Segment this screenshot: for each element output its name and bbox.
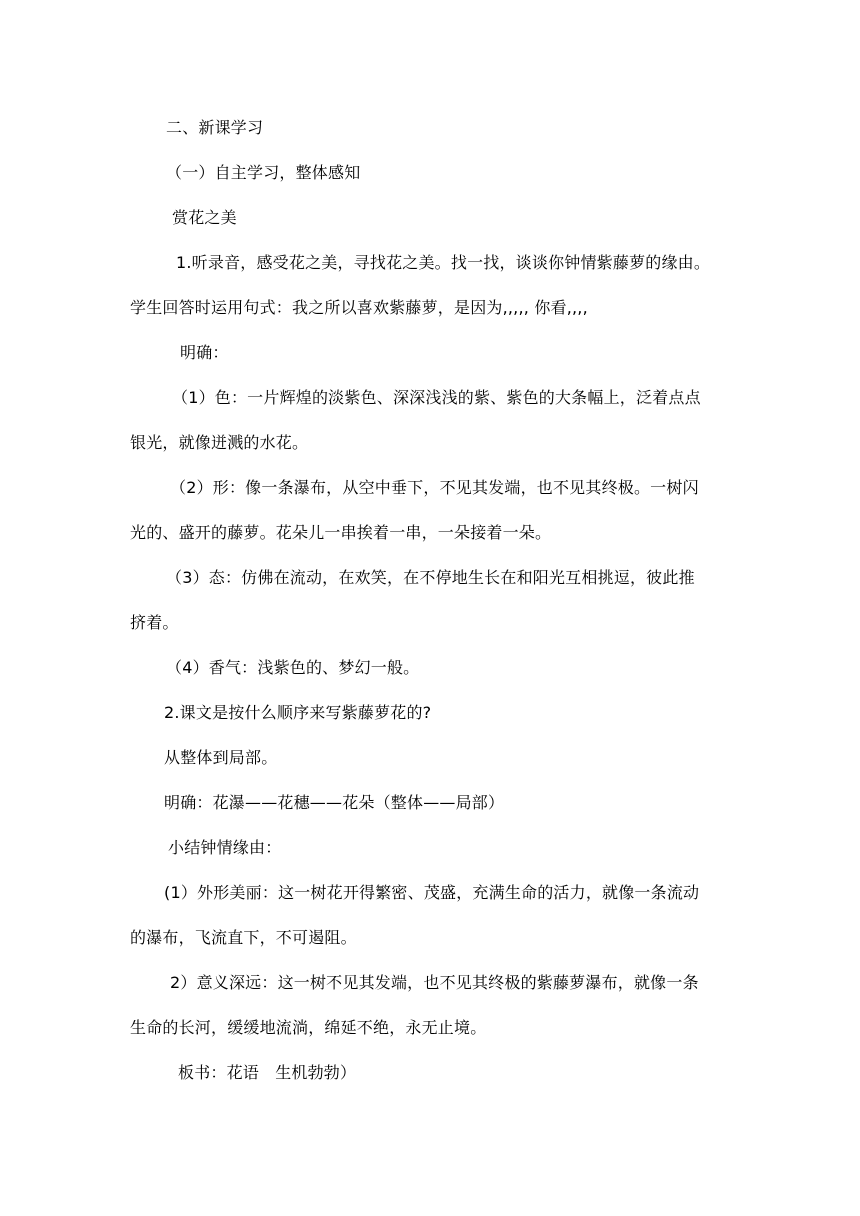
summary-point-one-continued: 的瀑布，飞流直下，不可遏阻。 xyxy=(130,928,357,947)
topic-heading: 赏花之美 xyxy=(172,208,237,227)
question-line: 1.听录音，感受花之美，寻找花之美。找一找，谈谈你钟情紫藤萝的缘由。 xyxy=(176,253,711,272)
blackboard-line: 板书：花语 生机勃勃） xyxy=(178,1063,357,1082)
fragrance-point-line: （4）香气：浅紫色的、梦幻一般。 xyxy=(166,658,420,677)
subsection-heading: （一）自主学习，整体感知 xyxy=(166,163,361,182)
summary-point-one: (1）外形美丽：这一树花开得繁密、茂盛，充满生命的活力，就像一条流动 xyxy=(164,883,700,902)
shape-point-continued: 光的、盛开的藤萝。花朵儿一串挨着一串，一朵接着一朵。 xyxy=(130,523,552,542)
summary-heading: 小结钟情缘由： xyxy=(168,838,282,857)
summary-point-two-continued: 生命的长河，缓缓地流淌，绵延不绝，永无止境。 xyxy=(130,1018,487,1037)
state-point-continued: 挤着。 xyxy=(130,613,179,632)
state-point-line: （3）态：仿佛在流动，在欢笑，在不停地生长在和阳光互相挑逗，彼此推 xyxy=(166,568,695,587)
order-answer-line: 从整体到局部。 xyxy=(164,748,278,767)
clarify-label: 明确： xyxy=(180,343,229,362)
color-point-continued: 银光，就像迸溅的水花。 xyxy=(130,433,309,452)
summary-point-two: 2）意义深远：这一树不见其发端，也不见其终极的紫藤萝瀑布，就像一条 xyxy=(170,973,699,992)
order-question-line: 2.课文是按什么顺序来写紫藤萝花的? xyxy=(164,703,432,722)
section-heading: 二、新课学习 xyxy=(166,118,264,137)
sentence-pattern-line: 学生回答时运用句式：我之所以喜欢紫藤萝，是因为,,,,, 你看,,,, xyxy=(130,298,588,317)
order-clarify-line: 明确：花瀑——花穗——花朵（整体——局部） xyxy=(164,793,505,812)
shape-point-line: （2）形：像一条瀑布，从空中垂下，不见其发端，也不见其终极。一树闪 xyxy=(170,478,699,497)
color-point-line: （1）色：一片辉煌的淡紫色、深深浅浅的紫、紫色的大条幅上，泛着点点 xyxy=(172,388,701,407)
